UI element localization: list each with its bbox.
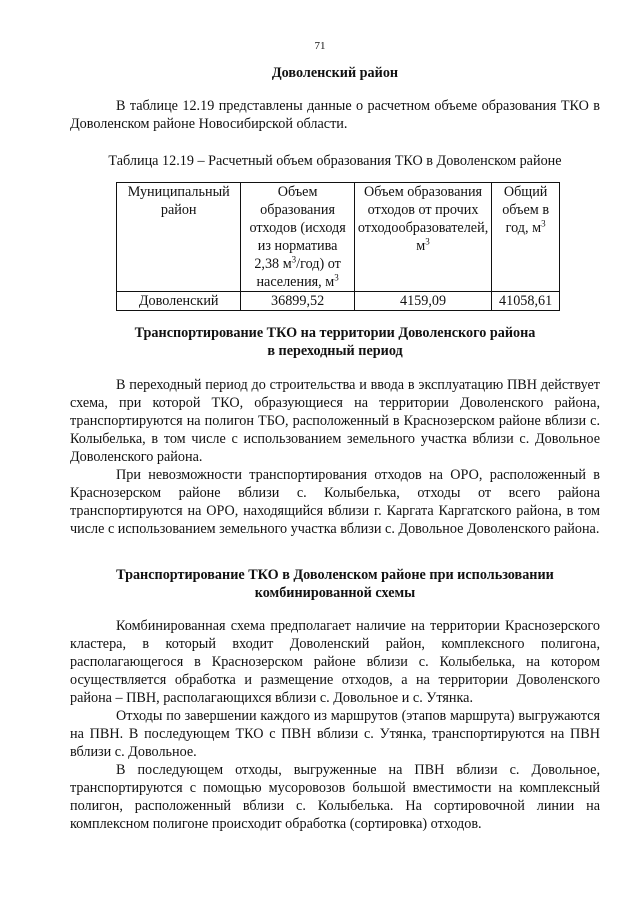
section1-paragraph-1: В переходный период до строительства и ввода в эксплуатацию ПВН действует схема, при которой ТКО, образующиеся на территории Доволенского района, транспортируются на полигон ТБО, расположенный в Краснозерском районе вблизи с. Колыбелька, в том числе с использованием земельного участка вблизи с. Довольное Доволенского района.	[70, 377, 600, 465]
page-title: Доволенский район	[271, 65, 399, 81]
header-total-volume: Общий объем в год, $м^3$	[492, 183, 560, 292]
table-caption: Таблица 12.19 – Расчетный объем образования ТКО в Доволенском районе	[108, 153, 562, 169]
section2-heading-line1: Транспортирование ТКО в Доволенском районе при использовании	[116, 567, 554, 583]
header-municipal-district: Муниципальный район	[117, 183, 241, 292]
section1-heading-line1: Транспортирование ТКО на территории Доволенского района	[134, 325, 536, 341]
section2-paragraph-3: В последующем отходы, выгруженные на ПВН вблизи с. Довольное, транспортируются с помощью мусоровозов большой вместимости на комплексный полигон, расположенный вблизи с. Колыбелька. На сортировочной линии на комплексном полигоне происходит обработка (сортировка) отходов.	[70, 762, 600, 832]
section1-heading	[70, 324, 600, 360]
cell-population-volume: 36899,52	[241, 292, 354, 311]
section2-paragraph-1: Комбинированная схема предполагает наличие на территории Краснозерского кластера, в который входит Доволенский район, комплексного полигона, располагающегося в Краснозерском районе вблизи с. Колыбелька, на котором осуществляется обработка и размещение отходов, а на территории Доволенского района – ПВН, располагающихся вблизи с. Довольное и с. Утянка.	[70, 618, 600, 706]
header-other-volume: Объем образования отходов от прочих отходообразователей, $м^3$	[354, 183, 491, 292]
section2-heading-line2: комбинированной схемы	[254, 585, 416, 601]
intro-paragraph: В таблице 12.19 представлены данные о расчетном объеме образования ТКО в Доволенском районе Новосибирской области.	[70, 98, 600, 132]
cell-other-volume: 4159,09	[354, 292, 491, 311]
section1-body	[70, 376, 600, 538]
table-row	[117, 292, 560, 311]
cell-total-volume: 41058,61	[492, 292, 560, 311]
table-header-row	[117, 183, 560, 292]
volume-table	[116, 182, 560, 311]
header-population-volume: Объем образования отходов (исходя из норматива 2,38 $м^3/год$) от населения, $м^3$	[241, 183, 354, 292]
section2-heading	[70, 566, 600, 602]
section1-paragraph-2: При невозможности транспортирования отходов на ОРО, расположенный в Краснозерском районе вблизи с. Колыбелька, отходы от всего района транспортируются на ОРО, находящийся вблизи г. Каргата Каргатского района, в том числе с использованием земельного участка вблизи с. Довольное Доволенского района.	[70, 467, 600, 537]
cell-district: Доволенский	[117, 292, 241, 311]
page-number: 71	[314, 40, 326, 52]
section2-paragraph-2: Отходы по завершении каждого из маршрутов (этапов маршрута) выгружаются на ПВН. В последующем ТКО с ПВН вблизи с. Утянка, транспортируются на ПВН вблизи с. Довольное.	[70, 708, 600, 760]
section2-body	[70, 617, 600, 833]
section1-heading-line2: в переходный период	[267, 343, 403, 359]
